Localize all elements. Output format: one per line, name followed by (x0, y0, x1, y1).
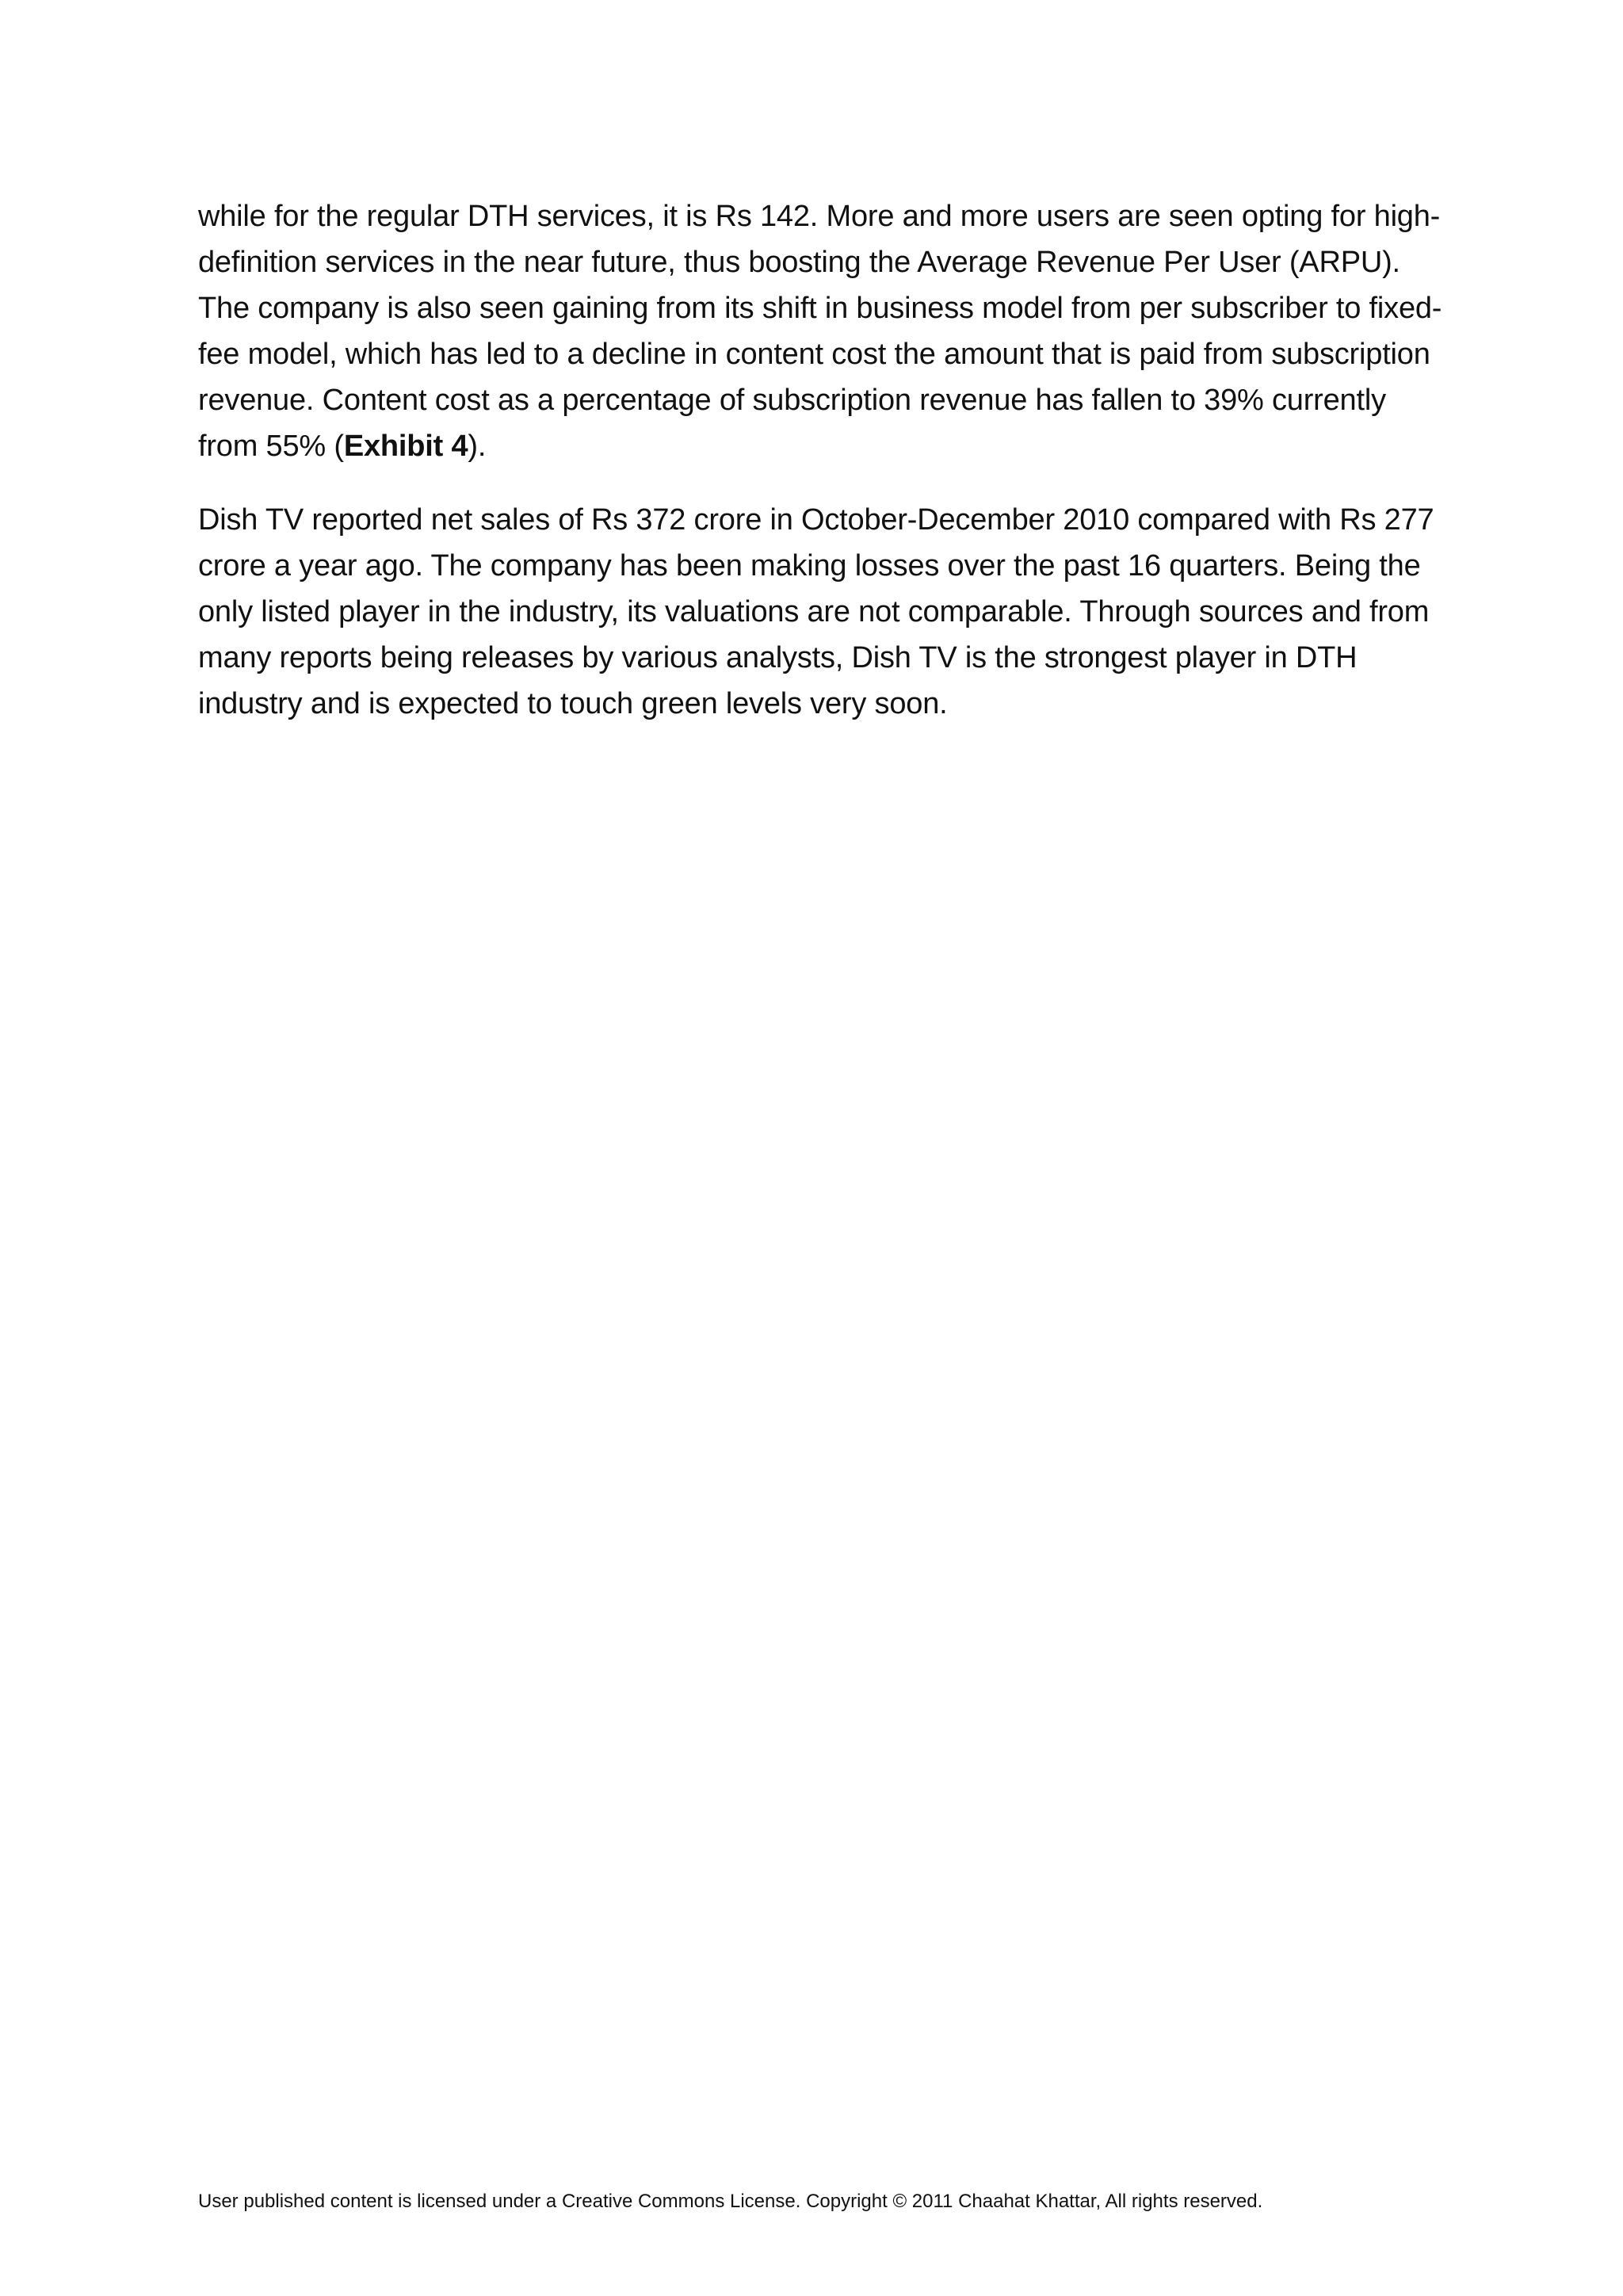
body-text (198, 193, 1450, 727)
exhibit-4-reference: Exhibit 4 (343, 430, 468, 463)
paragraph-arpu-content-cost (198, 193, 1450, 469)
paragraph-1-closing: ). (468, 430, 487, 463)
paragraph-1-text: while for the regular DTH services, it is Rs 142. More and more users are seen opting for high-definition services in the near future, thus boosting the Average Revenue Per User (ARPU). The company is also seen gaining from its shift in business model from per subscriber to fixed-fee model, which has led to a decline in content cost the amount that is paid from subscription revenue. Content cost as a percentage of subscription revenue has fallen to 39% currently from 55% ( (198, 200, 1442, 463)
paragraph-dish-tv-sales: Dish TV reported net sales of Rs 372 crore in October-December 2010 compared with Rs 277 crore a year ago. The company has been making losses over the past 16 quarters. Being the only listed player in the industry, its valuations are not comparable. Through sources and from many reports being releases by various analysts, Dish TV is the strongest player in DTH industry and is expected to touch green levels very soon. (198, 503, 1434, 720)
footer-license-notice: User published content is licensed under a Creative Commons License. Copyright © 2011 Chaahat Khattar, All rights reserved. (198, 2191, 1263, 2212)
